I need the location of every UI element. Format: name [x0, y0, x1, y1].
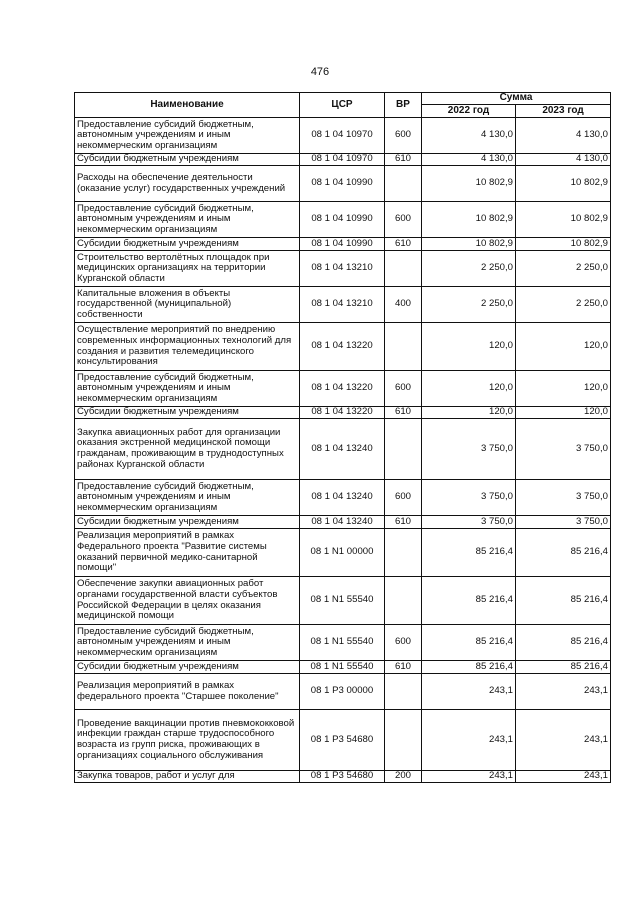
row-vr: 600: [385, 118, 422, 154]
row-amount-2023: 10 802,9: [516, 202, 611, 238]
row-name: Предоставление субсидий бюджетным, автономным учреждениям и иным некоммерческим организациям: [75, 371, 300, 407]
row-csr: 08 1 04 13220: [300, 407, 385, 419]
row-csr: 08 1 04 13240: [300, 516, 385, 529]
header-2022: 2022 год: [422, 105, 516, 118]
row-amount-2023: 3 750,0: [516, 419, 611, 480]
table-row: [75, 674, 611, 710]
row-name: Осуществление мероприятий по внедрению современных информационных технологий для создания и развития телемедицинского консультирования: [75, 323, 300, 371]
row-amount-2023: 120,0: [516, 323, 611, 371]
row-amount-2023: 120,0: [516, 407, 611, 419]
row-csr: 08 1 N1 55540: [300, 625, 385, 661]
row-amount-2022: 10 802,9: [422, 202, 516, 238]
header-vr: ВР: [385, 93, 422, 118]
row-vr: 610: [385, 154, 422, 166]
row-vr: 600: [385, 625, 422, 661]
table-row: [75, 323, 611, 371]
row-amount-2022: 2 250,0: [422, 287, 516, 323]
table-row: [75, 771, 611, 783]
row-csr: 08 1 N1 55540: [300, 577, 385, 625]
row-amount-2023: 10 802,9: [516, 238, 611, 251]
row-csr: 08 1 04 10990: [300, 238, 385, 251]
row-amount-2022: 3 750,0: [422, 516, 516, 529]
row-amount-2022: 10 802,9: [422, 166, 516, 202]
row-csr: 08 1 04 13210: [300, 251, 385, 287]
row-name: Проведение вакцинации против пневмококковой инфекции граждан старше трудоспособного возраста из групп риска, проживающих в организациях социального обслуживания: [75, 710, 300, 771]
row-vr: 600: [385, 480, 422, 516]
row-vr: 400: [385, 287, 422, 323]
row-csr: 08 1 04 13220: [300, 323, 385, 371]
row-amount-2022: 4 130,0: [422, 154, 516, 166]
row-amount-2022: 120,0: [422, 323, 516, 371]
row-amount-2022: 243,1: [422, 771, 516, 783]
header-name: Наименование: [75, 93, 300, 118]
row-vr: 610: [385, 661, 422, 674]
row-csr: 08 1 P3 54680: [300, 710, 385, 771]
row-amount-2022: 120,0: [422, 371, 516, 407]
row-name: Субсидии бюджетным учреждениям: [75, 154, 300, 166]
table-row: [75, 577, 611, 625]
row-csr: 08 1 04 10970: [300, 118, 385, 154]
row-name: Предоставление субсидий бюджетным, автономным учреждениям и иным некоммерческим организациям: [75, 480, 300, 516]
row-vr: [385, 577, 422, 625]
table-row: [75, 371, 611, 407]
row-vr: [385, 323, 422, 371]
header-csr: ЦСР: [300, 93, 385, 118]
row-csr: 08 1 P3 00000: [300, 674, 385, 710]
table-row: [75, 625, 611, 661]
row-amount-2022: 85 216,4: [422, 577, 516, 625]
table-row: [75, 251, 611, 287]
row-vr: 610: [385, 407, 422, 419]
row-name: Реализация мероприятий в рамках Федерального проекта "Развитие системы оказаний первичной медико-санитарной помощи": [75, 529, 300, 577]
row-amount-2022: 2 250,0: [422, 251, 516, 287]
row-amount-2022: 85 216,4: [422, 661, 516, 674]
row-amount-2023: 2 250,0: [516, 287, 611, 323]
row-amount-2022: 4 130,0: [422, 118, 516, 154]
table-row: [75, 287, 611, 323]
table-row: [75, 118, 611, 154]
row-amount-2022: 243,1: [422, 674, 516, 710]
table-header-row: [75, 93, 611, 105]
row-amount-2023: 85 216,4: [516, 661, 611, 674]
table-row: [75, 710, 611, 771]
row-name: Реализация мероприятий в рамках федерального проекта "Старшее поколение": [75, 674, 300, 710]
row-csr: 08 1 04 13240: [300, 419, 385, 480]
row-amount-2022: 3 750,0: [422, 480, 516, 516]
row-amount-2023: 243,1: [516, 771, 611, 783]
row-name: Закупка товаров, работ и услуг для: [75, 771, 300, 783]
table-row: [75, 529, 611, 577]
row-amount-2023: 85 216,4: [516, 577, 611, 625]
row-csr: 08 1 04 10990: [300, 166, 385, 202]
table-row: [75, 154, 611, 166]
row-vr: 200: [385, 771, 422, 783]
row-amount-2022: 3 750,0: [422, 419, 516, 480]
table-row: [75, 661, 611, 674]
header-2023: 2023 год: [516, 105, 611, 118]
header-sum: Сумма: [422, 93, 611, 105]
row-name: Предоставление субсидий бюджетным, автономным учреждениям и иным некоммерческим организациям: [75, 118, 300, 154]
row-csr: 08 1 04 10970: [300, 154, 385, 166]
row-amount-2023: 3 750,0: [516, 516, 611, 529]
table-row: [75, 419, 611, 480]
row-vr: [385, 419, 422, 480]
table-row: [75, 238, 611, 251]
row-csr: 08 1 N1 55540: [300, 661, 385, 674]
row-vr: [385, 674, 422, 710]
row-amount-2022: 120,0: [422, 407, 516, 419]
row-amount-2023: 120,0: [516, 371, 611, 407]
table-row: [75, 516, 611, 529]
row-name: Расходы на обеспечение деятельности (оказание услуг) государственных учреждений: [75, 166, 300, 202]
row-name: Субсидии бюджетным учреждениям: [75, 238, 300, 251]
row-vr: [385, 710, 422, 771]
row-amount-2022: 85 216,4: [422, 625, 516, 661]
row-csr: 08 1 04 13210: [300, 287, 385, 323]
row-name: Предоставление субсидий бюджетным, автономным учреждениям и иным некоммерческим организациям: [75, 625, 300, 661]
table-row: [75, 166, 611, 202]
row-amount-2022: 85 216,4: [422, 529, 516, 577]
row-name: Обеспечение закупки авиационных работ органами государственной власти субъектов Российской Федерации в целях оказания медицинской помощи: [75, 577, 300, 625]
row-amount-2023: 85 216,4: [516, 625, 611, 661]
table-row: [75, 202, 611, 238]
row-amount-2023: 243,1: [516, 674, 611, 710]
row-csr: 08 1 N1 00000: [300, 529, 385, 577]
row-csr: 08 1 P3 54680: [300, 771, 385, 783]
row-name: Предоставление субсидий бюджетным, автономным учреждениям и иным некоммерческим организациям: [75, 202, 300, 238]
row-amount-2023: 10 802,9: [516, 166, 611, 202]
page-number: 476: [310, 66, 330, 78]
row-amount-2023: 85 216,4: [516, 529, 611, 577]
row-amount-2023: 3 750,0: [516, 480, 611, 516]
row-vr: 600: [385, 202, 422, 238]
row-amount-2023: 4 130,0: [516, 154, 611, 166]
row-amount-2023: 2 250,0: [516, 251, 611, 287]
row-csr: 08 1 04 13220: [300, 371, 385, 407]
row-amount-2023: 243,1: [516, 710, 611, 771]
row-name: Субсидии бюджетным учреждениям: [75, 516, 300, 529]
row-name: Строительство вертолётных площадок при медицинских организациях на территории Курганской области: [75, 251, 300, 287]
budget-table: [74, 92, 611, 783]
row-vr: 600: [385, 371, 422, 407]
row-name: Субсидии бюджетным учреждениям: [75, 661, 300, 674]
row-vr: [385, 529, 422, 577]
row-vr: 610: [385, 238, 422, 251]
row-amount-2022: 10 802,9: [422, 238, 516, 251]
row-vr: [385, 166, 422, 202]
row-csr: 08 1 04 10990: [300, 202, 385, 238]
row-vr: 610: [385, 516, 422, 529]
row-csr: 08 1 04 13240: [300, 480, 385, 516]
table-row: [75, 480, 611, 516]
row-vr: [385, 251, 422, 287]
row-amount-2022: 243,1: [422, 710, 516, 771]
row-name: Закупка авиационных работ для организации оказания экстренной медицинской помощи гражданам, проживающим в труднодоступных районах Курганской области: [75, 419, 300, 480]
table-row: [75, 407, 611, 419]
row-amount-2023: 4 130,0: [516, 118, 611, 154]
row-name: Субсидии бюджетным учреждениям: [75, 407, 300, 419]
row-name: Капитальные вложения в объекты государственной (муниципальной) собственности: [75, 287, 300, 323]
